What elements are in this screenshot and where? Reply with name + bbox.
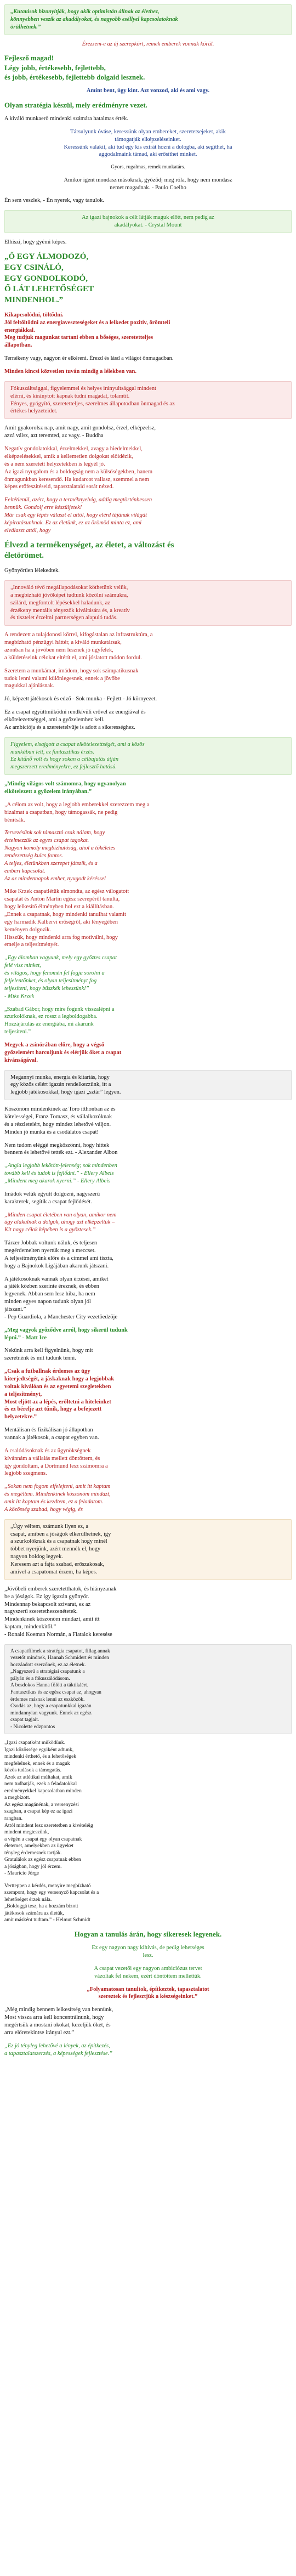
text-line: és megéltem. Mindenkinek köszönöm mindazt, (4, 1491, 111, 1498)
text-line: A kiváló munkaerő mindenki számára hatalmas érték. (4, 115, 128, 122)
text-line: és tisztelet érzelmi partnerségen alapuló tudás. (10, 615, 118, 621)
text-line: EGY GONDOLKODÓ, (4, 274, 88, 283)
text-line: és világos, hogy fenomén fel fogja sorolni a (4, 970, 105, 977)
text-line: Figyelem, elsajgott a csapat elkötelezettségét, ami a közös (10, 741, 145, 748)
text-line: elválaszt attól, hogy (4, 527, 51, 534)
text-line: a játék közben szerinte éreznek, és ebben (4, 1283, 99, 1290)
text-block-paragraph-39 (4, 2006, 292, 2036)
text-line: életörömet. (4, 551, 44, 561)
text-line: „A célom az volt, hogy a legjobb emberekkel szerezzem meg a (4, 801, 150, 808)
text-block-paragraph-20 (4, 1191, 292, 1206)
text-line: Érezzem-e az új szerepkört, remek emberek vonnak körül. (82, 41, 214, 47)
text-line: rangban. (4, 1816, 22, 1822)
text-line: amivel a csapatomat érzem, ha képes. (10, 1569, 98, 1575)
text-line: amit másként tudtam.” - Helmut Schmidt (4, 1917, 90, 1923)
text-line: be a jóságok. Ez így igazán gyönyör. (4, 1593, 89, 1600)
text-line: - Mauricio Jórge (4, 1871, 39, 1877)
text-line: nemet magadnak. - Paulo Coelho (110, 184, 186, 191)
text-line: - Pep Guardiola, a Manchester City vezetőedzője (4, 1314, 118, 1320)
text-block-paragraph-10 (4, 801, 292, 824)
text-line: nagyszerű szeretetheszenétetek. (4, 1609, 78, 1615)
text-line: Ez kitűnő volt és hogy sokan a célbajutás útján (10, 756, 119, 763)
text-block-paragraph-14 (4, 1006, 292, 1036)
text-line: „Úgy véltem, számunk ilyen ez, a (10, 1523, 88, 1530)
text-block-paragraph-19 (4, 1162, 292, 1185)
text-line: hogy lelkesítő élményben hol ezt a kiállításban. (4, 904, 114, 910)
text-line: könnyebben veszik az akadályokat, és nagyobb eséllyel kapcsolatoknak (10, 16, 178, 22)
text-line: Mindennap bekapcsolt szivarat, ez az (4, 1601, 91, 1607)
text-block-sign-1 (4, 164, 292, 171)
text-line: „Csak a futballnak érdemes az ügy (4, 1368, 90, 1375)
text-block-workers (4, 115, 292, 123)
text-line: vezetőt mindnek, Hannah Schmidert és minden (10, 1655, 109, 1661)
text-line: A csalódásoknak és az ügynökségnek (4, 1447, 91, 1454)
text-block-reflect (4, 355, 292, 363)
text-line: Hogyan a tanulás árán, hogy sikeresek legyenek. (74, 1929, 222, 1938)
text-line: Keressünk valakit, aki tud egy kis extrát hozni a dologba, aki segíthet, ha (64, 144, 232, 150)
text-line: Élvezd a termékenységet, az életet, a változást és (4, 540, 174, 550)
text-line: voltak kiválóan és az egyetemi szegletekben (4, 1383, 111, 1390)
text-block-attract (4, 87, 292, 95)
text-line: - Mike Krzek (4, 993, 35, 999)
text-line: Keresem azt a fajta szabad, erőszakosak, (10, 1561, 105, 1568)
text-line: Igazi közössége egyiként adtunk, (4, 1747, 74, 1753)
text-line: önmagunkban keresendő. Ha kudarcot vallasz, szemmel a nem (4, 476, 149, 483)
text-line: Negatív gondolatokkal, érzelmekkel, avagy a hiedelmekkel, (4, 446, 143, 452)
text-line: bénítsák. (4, 817, 25, 823)
text-line: a végén a csapat egy olyan csapatnak (4, 1836, 82, 1842)
text-line: vannak a játékosok, a csapat egyben van. (4, 1435, 99, 1441)
text-line: Gyors, rugalmas, remek munkatárs. (111, 165, 185, 171)
text-block-paragraph-16 (4, 1070, 292, 1101)
text-line: lesz. (143, 1952, 153, 1958)
text-line: értékes helyzeteidet. (10, 408, 58, 415)
text-line: egy közös célért igazán rendelkezzünk, itt a (10, 1082, 111, 1088)
text-line: Ez egy nagyon nagy kihívás, de pedig lehetséges (92, 1945, 204, 1951)
text-line: A csapat vezetői egy nagyon ambiciózus tervet (94, 1965, 202, 1972)
text-line: képes erőfeszítéseid, tapasztalataid sorát nézed. (4, 484, 114, 490)
text-block-paragraph-37 (4, 1965, 292, 1980)
text-line: hogy a Bajnokok Ligájában akarunk játszani. (4, 1262, 109, 1269)
text-line: eredményekkel kapcsolatban minden (4, 1788, 82, 1794)
text-line: csapatát és Anton Martin egész szerepéről tanulta, (4, 896, 120, 903)
text-line: „Boldoggá tesz, ha a hozzám bízott (4, 1904, 78, 1910)
text-line: megérdemelten nyertük meg a meccset. (4, 1247, 96, 1254)
text-line: legjobb játékosokkal, hogy igazi „sztár” legyen. (10, 1089, 121, 1096)
text-line: arra előretekintse irányul ezt.” (4, 2029, 75, 2036)
text-block-state (4, 100, 292, 110)
text-line: és jobb, értékesebb, fejlettebb dolgaid lesznek. (4, 72, 145, 81)
text-line: Amikor igent mondasz másoknak, győződj meg róla, hogy nem mondasz (64, 177, 232, 183)
text-block-goals (4, 53, 292, 81)
text-line: „Meg vagyok győződve arról, hogy sikerül tudunk (4, 1327, 128, 1333)
text-line: „Mindig világos volt számomra, hogy ugyanolyan (4, 781, 126, 788)
text-line: Amit gyakorolsz nap, amit nagy, amit gondolsz, érzel, elképzelsz, (4, 425, 156, 432)
text-line: Amint bent, úgy kint. Azt vonzod, aki és ami vagy. (86, 87, 210, 94)
text-line: teljesíteni, hogy büszkék lehessünk!” (4, 985, 89, 992)
text-line: Most vissza arra kell koncentrálnunk, hogy (4, 2014, 104, 2021)
text-line: csapat tagjait. (10, 1717, 39, 1723)
text-line: győzelemért harcoljunk és elérjük őket a csapat (4, 1049, 122, 1056)
text-line: szereztek és fejlesztjük a készségeinket.” (98, 1994, 198, 2000)
text-line: bennem és lehetővé tették ezt. - Alexander Albon (4, 1150, 118, 1156)
text-line: képiratásunknak. Ez az életünk, ez az örömöd minta ez, ami (4, 519, 142, 526)
text-line: emberi kapcsolat. (4, 868, 45, 874)
text-line: kaptam, mindenkitől.” (4, 1624, 56, 1630)
text-line: érdemes másnak lenni az eszközök. (10, 1696, 85, 1702)
text-line: Fókuszáltsággal, figyelemmel és helyes irányultsággal mindent (10, 385, 156, 392)
text-line: A csapatfilmek a stratégia csapatot, fillag annak (10, 1648, 110, 1654)
text-line: Az az mindennapok ember, nyugodt kéréssel (4, 875, 106, 882)
text-line: Légy jobb, értékesebb, fejlettebb, (4, 63, 106, 72)
text-line: Mindenkinek köszönöm mindazt, amit itt (4, 1616, 100, 1623)
text-line: azonban ha a jövőben nem lesznek jó ügyfelek, (4, 647, 113, 653)
text-line: „Sokan nem fogom elfelejteni, amit itt kaptam (4, 1484, 111, 1490)
text-line: emelje a teljesítményét. (4, 942, 59, 948)
text-block-paragraph-31 (4, 1586, 292, 1639)
text-line: „Ő EGY ÁLMODOZÓ, (4, 252, 89, 261)
text-line: Az egész magánénak, a versenyzési (4, 1802, 79, 1808)
text-line: legjobb szegmens. (4, 1470, 47, 1477)
text-line: - Nicolette edzpontos (10, 1724, 55, 1730)
text-line: Már csak egy lépés választ el attól, hogy elérd tájának világát (4, 512, 147, 518)
text-block-intro-quote (4, 4, 292, 35)
text-line: Hisszük, hogy mindenki arra fog motiválni, hogy (4, 934, 118, 941)
text-line: egy harmadik Kalbervi erőségről, aki lényegében (4, 919, 118, 925)
text-line: nagyon boldog legyek. (10, 1554, 63, 1560)
text-line: a jóságban, hogy jól érzem. (4, 1864, 62, 1870)
text-line: értelmezzük az egyes csapat tagokat. (4, 837, 89, 844)
text-line: elérni, és kiránytott kapnak tudni magadat, tolamtit. (10, 393, 130, 399)
text-line: A játékosoknak vannak olyan érzései, amiket (4, 1276, 109, 1282)
text-block-paragraph-35 (4, 1929, 292, 1939)
text-line: pályán és a fókuszálódásom. (10, 1675, 70, 1682)
text-line: játszani.” (4, 1306, 26, 1312)
text-line: tovább kell és tudok is fejlődni.” - Ellery Albeis (4, 1170, 114, 1177)
text-line: Meg tudjuk magunkat tartani ebben a bőséges, szeretetteljes (4, 335, 153, 341)
text-line: Kikapcsolódni, töltődni. (4, 312, 64, 318)
text-line: A közösség szabad, hogy végig, és (4, 1506, 83, 1513)
text-line: Minden jó munka és a csodálatos csapat! (4, 1129, 99, 1135)
text-line: a megbízott. (4, 1795, 30, 1801)
text-block-wishes (4, 252, 292, 306)
text-block-paragraph-15 (4, 1041, 292, 1065)
text-line: a küldetéseink célokat eltérít el, ami jóslatott módon fordul. (4, 654, 142, 661)
text-line: feljelentőnket, és olyan teljesítményt fog (4, 977, 97, 984)
text-line: szagban, a csapat kép ez az igazi (4, 1809, 73, 1815)
text-line: többet nyerjünk, azért mennék el, hogy (10, 1546, 101, 1553)
text-line: megbízható pénzügyi háttér, a kiváló munkatársak, (4, 639, 122, 646)
text-line: megszerzett eredményekre, ez fejlesztő hatású. (10, 764, 117, 771)
text-line: azzá válsz, azt teremted, az vagy. - Buddha (4, 433, 104, 439)
text-line: szeretnénk és mit tudunk tenni. (4, 1355, 76, 1362)
text-line: megértsük a mostani okokat, kezeljük őket, és (4, 2022, 111, 2029)
text-block-paragraph-29 (4, 1483, 292, 1513)
text-line: lehetőséget érzek nála. (4, 1896, 52, 1903)
text-line: Mike Krzek csapatlétük elmondta, az egész válogatott (4, 888, 129, 895)
text-line: Fantasztikus és az egész csapat az, ahogyan (10, 1689, 101, 1695)
text-line: „Még mindig bennem lelkesítség van bennünk, (4, 2007, 113, 2013)
text-line: munkában lett, ez fantasztikus érzés. (10, 749, 94, 755)
text-line: A rendezett a tulajdonosi körrel, kifogástalan az infrastruktúra, a (4, 632, 153, 638)
text-line: szempont, hogy egy versenyző kapcsolat és a (4, 1890, 99, 1896)
text-block-wisdom (4, 210, 292, 233)
text-block-paragraph-5 (4, 667, 292, 690)
text-block-paragraph-28 (4, 1447, 292, 1477)
text-line: és ez bérelje azt tűnik, hogy a befejezett (4, 1406, 102, 1413)
text-block-paragraph-36 (4, 1944, 292, 1960)
text-line: mindannyian vagyunk. Ennek az egész (10, 1710, 92, 1716)
text-line: „Nagyszerű a stratégiai csapatunk a (10, 1669, 85, 1675)
text-block-people-box (4, 381, 292, 419)
text-line: Nem tudom eléggé megköszönni, hogy hittek (4, 1142, 110, 1148)
text-line: EGY CSINÁLÓ, (4, 263, 64, 272)
text-line: Attól mindent lesz szeretetben a kivételéig (4, 1822, 93, 1828)
text-line: Kit nagy célok képében is a győztesek.” (4, 1227, 96, 1233)
text-line: támogatják elképzeléseinket. (115, 136, 181, 143)
text-line: elkötelezett a győzelem irányában.” (4, 789, 92, 795)
text-line: kívánságával. (4, 1057, 38, 1063)
text-line: „Minden csapat életében van olyan, amikor nem (4, 1211, 117, 1218)
text-line: Most eljött az a lépés, erőltetni a hiteleinket (4, 1399, 111, 1405)
text-line: hozzáadott szerzőnek, ez az életnek. (10, 1662, 86, 1668)
text-line: Megannyi munka, energia és kitartás, hogy (10, 1074, 110, 1080)
text-line: megfelelnek, ennek és a maguk (4, 1760, 70, 1767)
text-line: akadályokat. - Crystal Mount (114, 222, 182, 229)
text-line: úgy alakulnak a dolgok, ahogy azt elképzeltük – (4, 1219, 115, 1226)
text-line: A teljesítményünk előre és a címmel ami tiszta, (4, 1255, 113, 1261)
text-block-group-sign (4, 567, 292, 575)
text-line: Gratulálok az egész csapatnak ebben (4, 1857, 81, 1863)
text-block-paragraph-17 (4, 1106, 292, 1136)
text-line: kötelességei, Franz Tomasz, és vállalkozóknak (4, 1113, 112, 1120)
text-block-paragraph-13 (4, 954, 292, 1000)
text-line: tudok lenni valami különlegesnek, ennek a jövőbe (4, 675, 120, 682)
text-line: szurkolóknak, ez rossz a legboldogabba. (4, 1014, 98, 1020)
text-line: - Ronald Koeman Normán, a Fiatalok keresése (4, 1631, 112, 1638)
text-line: Hozzájárulás az energiába, mi akarunk (4, 1021, 94, 1028)
text-line: örülhetnek.” (10, 24, 41, 30)
text-block-paragraph-11 (4, 829, 292, 882)
text-line: Vertteppen a kérdés, menyire megbízható (4, 1883, 91, 1889)
text-line: „Mindent meg akarok nyerni.” - Ellery Albeis (4, 1177, 111, 1184)
text-line: közös tudások a támogatás. (4, 1768, 61, 1774)
text-block-fields (4, 368, 292, 376)
text-line: Gyönyörűen lélekedtek. (4, 568, 60, 574)
text-block-paragraph-33 (4, 1740, 292, 1877)
text-line: Ő LÁT LEHETŐSÉGET (4, 285, 94, 294)
text-block-thanks (4, 239, 292, 246)
text-block-paragraph-8 (4, 737, 292, 775)
text-block-paragraph-3 (4, 580, 292, 626)
text-line: „Ennek a csapatnak, hogy mindenki tanulhat valamit (4, 911, 126, 918)
text-block-paragraph-34 (4, 1883, 292, 1924)
text-line: Nekünk arra kell figyelnünk, hogy mit (4, 1348, 93, 1354)
text-block-paragraph-7 (4, 709, 292, 732)
text-line: Fényes, gyógyító, szeretetteljes, szerelmes állapotodban önmagad és az (10, 400, 175, 407)
text-block-prayer (4, 312, 292, 349)
text-line: minden egyes napon tudunk olyan jól (4, 1299, 91, 1305)
text-block-paragraph-38 (4, 1986, 292, 2001)
text-line: elképzelésekkel, amik a kellemetlen dolgokat előidézik, (4, 453, 133, 460)
text-line: rendezettség kulcs fontos. (4, 853, 64, 859)
text-block-paragraph-23 (4, 1276, 292, 1321)
text-line: Azok az atlétikai múltakat, amik (4, 1774, 72, 1780)
text-line: „Innováló tévő megállapodásokat köthetünk velük, (10, 584, 128, 591)
text-line: „Szabad Gábor, hogy mire fogunk visszalépni a (4, 1006, 115, 1012)
text-block-beginning (4, 424, 292, 440)
text-block-banner (4, 540, 292, 562)
text-line: „Angla legjobb lekötött-jelenség; sok mindenben (4, 1163, 117, 1169)
text-block-paragraph-2 (4, 445, 292, 491)
text-line: és a részleteiért, hogy mindez lehetővé váljon. (4, 1121, 111, 1128)
text-line: érzékeny mentális tényezők kiváltására és, a kreatív (10, 607, 130, 614)
text-line: a szurkolóknak és a csapatnak hogy minél (10, 1538, 107, 1545)
text-block-paragraph-40 (4, 2042, 292, 2058)
text-block-feels (4, 496, 292, 534)
text-line: MINDENHOL.” (4, 296, 64, 305)
text-line: Tervezésünk sok támasztó csak nálam, hogy (4, 830, 105, 836)
text-block-paragraph-22 (4, 1239, 292, 1270)
text-line: csapat, amiben a jóságok elkerülhetnek, így (10, 1531, 111, 1537)
text-line: legyenek. Abban sem lesz hiba, ha nem (4, 1291, 95, 1298)
text-line: „Folyamatosan tanultok, építkeztek, tapasztalatot (87, 1986, 209, 1992)
text-line: Az ambíciója és a szeretetelvűje is adott a sikerességhez. (4, 724, 135, 731)
text-line: szilárd, megfontolt lépésekkel haladunk, az (10, 599, 110, 606)
text-line: vázoltak fel nekem, ezért döntöttem mellettük. (94, 1973, 202, 1979)
text-line: Jó, képzett játékosok és edző - Sok munka - Fejlett - Jó környezet. (4, 696, 157, 703)
text-line: életemet, amelyekben az ügyeket (4, 1843, 74, 1849)
text-line: elkötelezettséggel, ami a győzelemhez kell. (4, 717, 105, 723)
text-line: Olyan stratégia készül, mely erédményre vezet. (4, 100, 147, 109)
text-block-paragraph-1 (4, 128, 292, 158)
text-block-paragraph-6 (4, 695, 292, 703)
text-line: amit itt kaptam és kezdtem, ez a feladatom. (4, 1499, 104, 1505)
text-line: a megbízható jövőképet tudtunk közölni számukra, (10, 592, 128, 598)
text-block-paragraph-26 (4, 1368, 292, 1421)
text-line: „Egy álomban vagyunk, mely egy győztes csapat (4, 955, 117, 961)
text-block-paragraph-30 (4, 1519, 292, 1580)
text-line: Feltétlenül, azért, hogy a terméknyelvig, addig megtörténhessen (4, 497, 152, 503)
text-line: Imádok velük együtt dolgozni, nagyszerű (4, 1191, 100, 1197)
text-block-paragraph-21 (4, 1211, 292, 1235)
text-line: felé visz minket, (4, 963, 41, 969)
text-line: Jól feltöltődni az energiaveszteségeket és a lelkedet pozitív, örömteli (4, 319, 170, 326)
text-line: a teljesítményt, (4, 1391, 42, 1397)
text-line: „Kutatások bizonyítják, hogy akik optimistán állnak az élethez, (10, 9, 160, 15)
text-block-paragraph-18 (4, 1142, 292, 1157)
text-line: A bosdokos Hanna fölött a táktikáért. (10, 1683, 88, 1689)
text-block-intro-question (4, 41, 292, 48)
text-line: mindenki érthető, és a lehetőségek (4, 1754, 77, 1760)
text-line: a tapasztalatszerzés, a képességek fejlesztése.” (4, 2050, 113, 2057)
text-line: Társulyunk óváse, keressünk olyan embereket, szeretetsejeket, akik (70, 128, 226, 135)
text-line: állapotban. (4, 342, 32, 349)
text-block-paragraph-24 (4, 1327, 292, 1342)
text-line: Csodás az, hogy a csapatunkkal igazán (10, 1703, 92, 1709)
text-block-paragraph-4 (4, 631, 292, 661)
text-line: „Igazi csapatként működünk. (4, 1740, 66, 1746)
text-line: Az igazi nyugalom és a boldogság nem a külsőségekben, hanem (4, 468, 153, 475)
text-line: Elhiszi, hogy gyémi képes. (4, 239, 67, 246)
text-line: és a nem szeretett helyzetekben is legyél jó. (4, 461, 105, 467)
text-block-paragraph-9 (4, 780, 292, 796)
text-block-paragraph-12 (4, 888, 292, 949)
text-line: Megyek a zsinórában előre, hogy a végső (4, 1041, 105, 1048)
text-line: nem tudhatják, ezek a feladatokkal (4, 1781, 77, 1787)
text-line: aggodalmaink támad, aki erősíthet minket. (99, 151, 197, 158)
text-line: karakterek, segítik a csapat fejlődését. (4, 1198, 92, 1205)
text-line: Az igazi bajnokok a célt látják maguk előtt, nem pedig az (82, 214, 214, 221)
text-block-learning (4, 197, 292, 205)
text-line: tényleg érdemesnek tartják. (4, 1850, 62, 1856)
text-line: Nagyon komoly megbízhatóság, ahol a tökéletes (4, 845, 116, 852)
text-line: mindent megteszünk, (4, 1830, 49, 1836)
text-line: így gondoltam, a Dortmund lesz számomra a (4, 1463, 108, 1469)
text-block-paragraph-25 (4, 1347, 292, 1362)
text-line: „Ez jó tényleg lehetővé a lények, az építkezés, (4, 2042, 110, 2049)
text-line: Szeretem a munkámat, imádom, hogy sok szimpatikusnak (4, 667, 139, 674)
text-line: energiákkal. (4, 327, 35, 333)
text-line: Ternékeny vagy, nagyon ér elkéreni. Érezd és lásd a világot önmagadban. (4, 355, 174, 362)
text-line: teljesíteni.” (4, 1029, 31, 1035)
text-block-coelho (4, 177, 292, 192)
text-line: kívánnám a vállalás mellett döntöttem, és (4, 1455, 100, 1462)
text-line: Mentálisan és fizikálisan jó állapotban (4, 1427, 93, 1434)
text-line: kiterjedtségét, a jáskaknak hogy a legjobbak (4, 1376, 115, 1383)
text-line: Ez a csapat együttműködni rendkívüli erővel az energiával és (4, 709, 146, 716)
text-line: bennük. Gondolj erre készüljetek! (4, 505, 82, 511)
text-line: Tárzer Jobbak voltunk náluk, és teljesen (4, 1240, 98, 1247)
text-line: A teljes, életünkben szerepet játszik, és a (4, 860, 98, 867)
text-line: Köszönöm mindenkinek az Toro itthonban az és (4, 1106, 116, 1113)
text-line: Fejlesző magad! (4, 54, 54, 63)
text-line: Én sem veszlek, - Én nyerek, vagy tanulok. (4, 197, 104, 204)
text-block-paragraph-27 (4, 1426, 292, 1442)
text-line: magukkal ajánlásnak. (4, 683, 54, 689)
text-line: játékosok számára az életük, (4, 1910, 64, 1916)
text-block-paragraph-32 (4, 1644, 292, 1734)
text-line: „Jövőbeli emberek szeretetthatok, és hiányzanak (4, 1586, 117, 1592)
text-line: Minden kincsi közvetlen tuván mindig a lélekben van. (4, 369, 136, 375)
text-line: lépni.” - Matt Ice (4, 1334, 47, 1341)
text-line: keményen dolgozik. (4, 926, 52, 933)
text-line: bizalmat a csapatban, hogy támogassák, ne pedig (4, 809, 118, 816)
text-line: helyzetekre.” (4, 1414, 37, 1420)
